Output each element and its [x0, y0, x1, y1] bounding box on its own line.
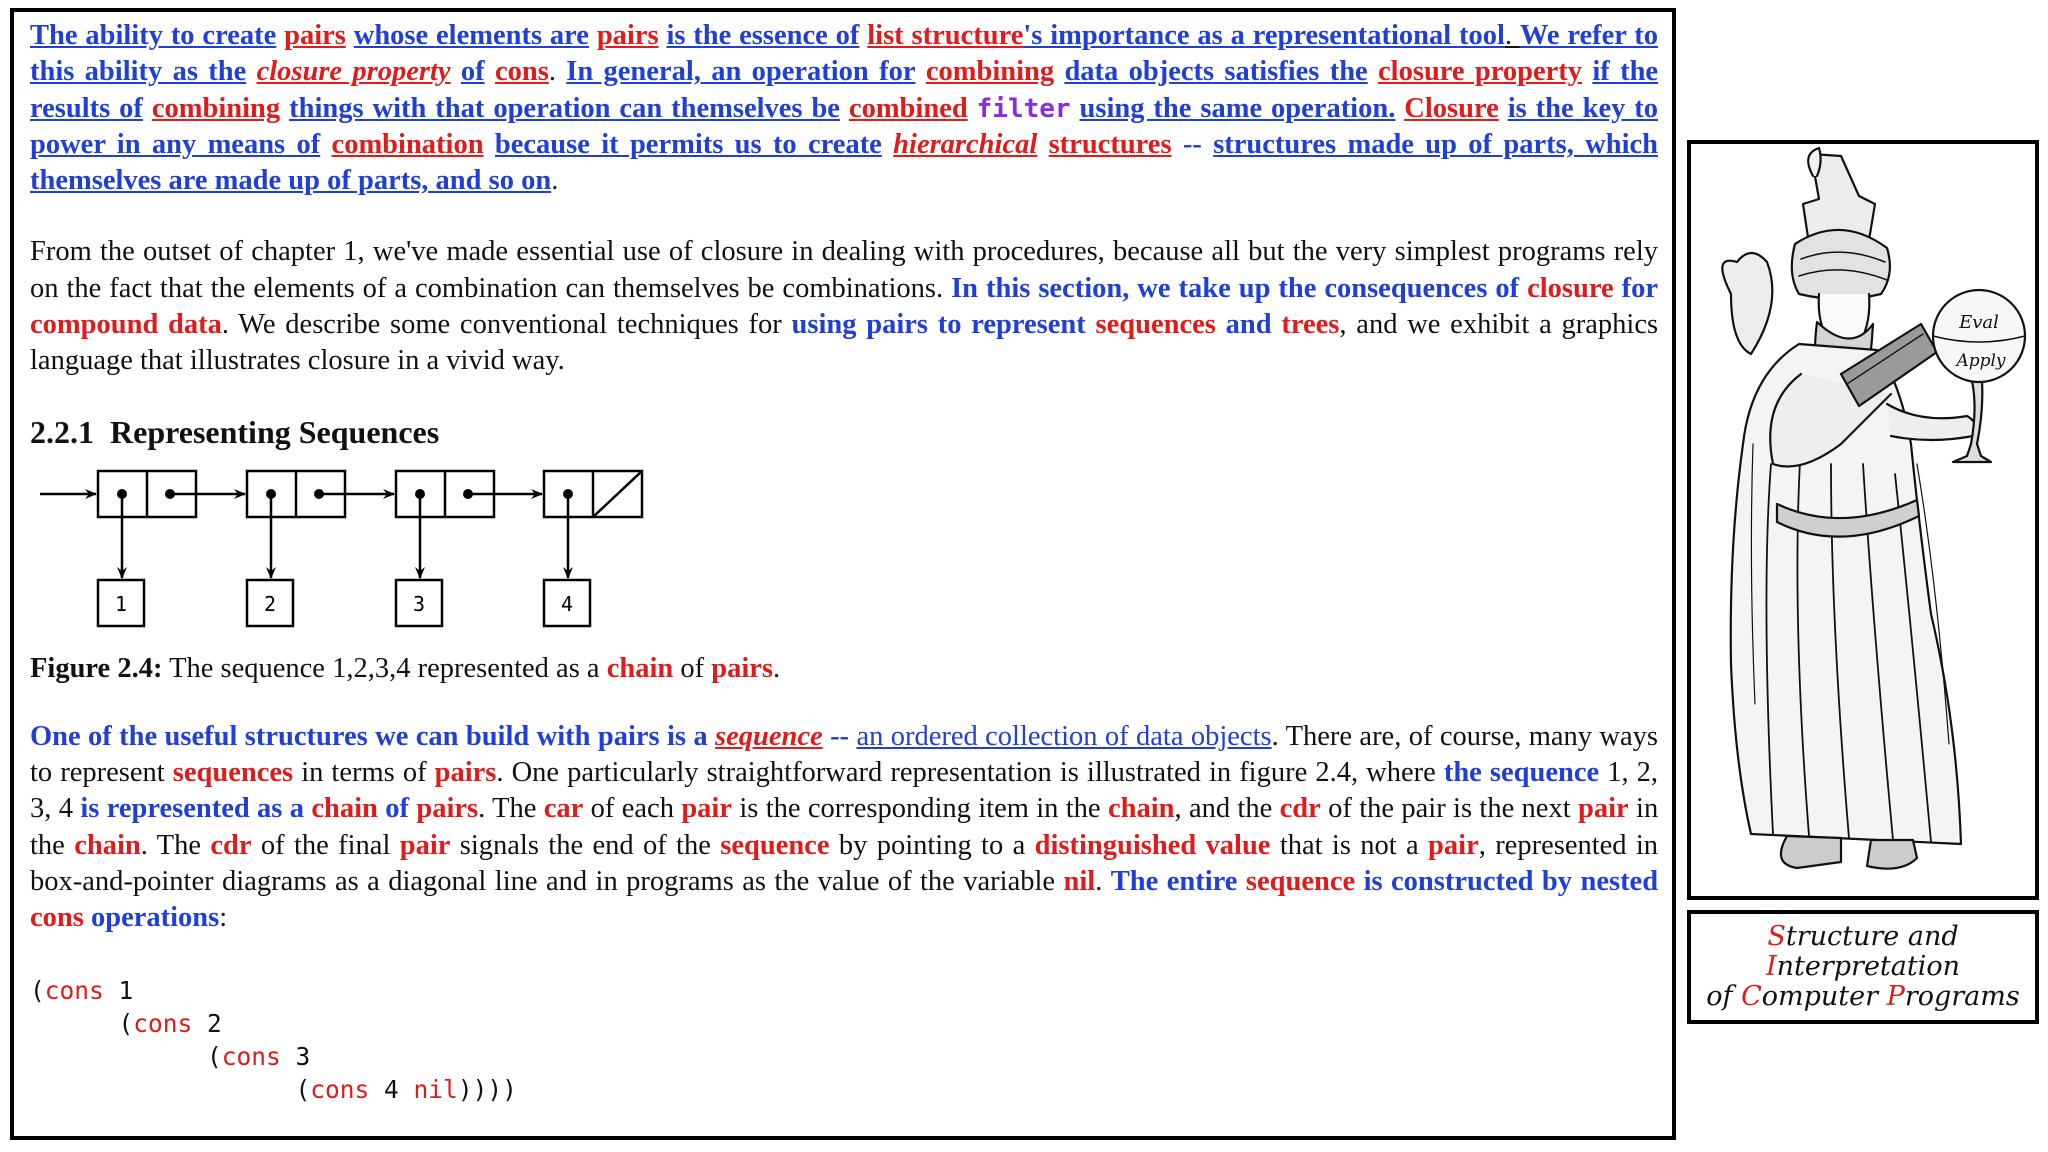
- text-span: is represented as a: [80, 793, 304, 825]
- text-span: of each: [590, 793, 674, 825]
- text-span: .: [1504, 20, 1520, 51]
- text-span: structures made up of parts, which themselves are made up of parts, and so on: [30, 128, 1659, 197]
- text-span: car: [543, 793, 584, 825]
- pair-cell-1: [98, 471, 245, 626]
- text-span: sequence: [715, 720, 823, 752]
- text-span: In general, an operation for: [566, 56, 916, 88]
- text-span: the sequence: [1443, 756, 1600, 788]
- text-span: 's importance as a representational tool: [1023, 20, 1505, 51]
- title-initial: C: [1741, 981, 1762, 1012]
- box-pointer-diagram: [30, 461, 670, 641]
- code-line: [30, 1040, 1658, 1073]
- text-span: cdr: [1279, 793, 1321, 825]
- text-span: , and we exhibit a graphics language that illustrates closure in a vivid way.: [30, 309, 1659, 377]
- text-span: for: [1621, 272, 1659, 304]
- text-span: is the corresponding item in the: [739, 793, 1101, 825]
- pair-cell-4: [544, 471, 642, 626]
- text-span: sequence: [720, 829, 830, 861]
- text-span: things with that operation can themselves be: [289, 92, 840, 124]
- text-span: cons: [494, 56, 549, 88]
- text-span: because it permits us to create: [494, 128, 882, 160]
- text-span: From the outset of chapter 1, we've made essential use of closure in dealing with procedures, because all but the very simplest programs rely on the fact that the elements of a combination can themselves be combinations.: [30, 236, 1658, 304]
- text-span: closure property: [1378, 56, 1583, 88]
- text-span: chain: [74, 829, 141, 861]
- text-span: using pairs to represent: [791, 309, 1086, 341]
- text-span: by pointing to a: [838, 829, 1026, 861]
- code-keyword: nil: [413, 1075, 458, 1105]
- text-span: using the same operation.: [1079, 92, 1396, 124]
- code-token: 4: [369, 1075, 414, 1105]
- text-span: structures: [1048, 128, 1172, 160]
- item-label-3: 3: [412, 591, 426, 616]
- text-span: of the pair is the next: [1328, 793, 1571, 825]
- text-span: .: [548, 56, 556, 88]
- text-span: , represented in box-and-pointer diagrams as a diagonal line and in programs as the value of the variable: [30, 829, 1659, 897]
- book-title-line: [1691, 952, 2035, 982]
- text-span: of the final: [260, 829, 391, 861]
- text-span: .: [551, 165, 559, 197]
- text-span: compound data: [30, 309, 222, 341]
- item-label-4: 4: [560, 591, 574, 616]
- text-span: sequences: [172, 756, 294, 788]
- title-text: omputer: [1761, 981, 1887, 1012]
- book-title-box: [1687, 910, 2039, 1024]
- text-span: is the key to power in any means of: [30, 92, 1659, 160]
- title-text: rograms: [1904, 981, 2020, 1012]
- text-span: combination: [331, 128, 484, 160]
- text-span: of: [680, 652, 705, 684]
- text-span: combining: [925, 56, 1055, 88]
- text-span: The sequence 1,2,3,4 represented as a: [169, 652, 600, 684]
- text-span: and: [1225, 309, 1272, 341]
- text-span: pair: [399, 829, 451, 861]
- text-span: --: [1182, 128, 1202, 160]
- code-line: [30, 974, 1658, 1007]
- code-token: )))): [457, 1075, 517, 1105]
- text-span: 1, 2, 3, 4: [30, 756, 1659, 825]
- section-heading: [30, 414, 1658, 451]
- text-span: The entire: [1110, 865, 1238, 897]
- book-title-line: [1691, 922, 2035, 952]
- text-span: operations: [90, 902, 220, 934]
- code-token: 3: [280, 1042, 311, 1072]
- title-initial: I: [1765, 951, 1777, 982]
- text-span: cons: [30, 902, 84, 934]
- text-span: hierarchical: [893, 128, 1038, 160]
- paragraph-sequence: [30, 719, 1658, 937]
- title-text: tructure and: [1785, 921, 1959, 952]
- text-span: pairs: [284, 20, 346, 51]
- code-token: (: [30, 1075, 311, 1105]
- item-label-1: 1: [114, 591, 128, 616]
- text-span: if the results of: [30, 56, 1659, 124]
- text-span: nil: [1063, 865, 1096, 897]
- text-span: pair: [1578, 793, 1629, 825]
- text-span: combined: [848, 92, 968, 124]
- text-span: .: [1095, 865, 1103, 897]
- code-token: (: [30, 1009, 134, 1039]
- pair-cell-3: [396, 471, 542, 626]
- code-token: 1: [103, 976, 134, 1006]
- text-span: . The: [140, 829, 201, 861]
- text-span: trees: [1281, 309, 1340, 341]
- text-span: distinguished value: [1034, 829, 1271, 861]
- text-span: chain: [606, 652, 674, 684]
- content-area: [30, 18, 1658, 1106]
- text-span: The ability to create: [30, 20, 277, 51]
- section-title: Representing Sequences: [110, 413, 440, 450]
- text-span: closure: [1527, 272, 1614, 304]
- code-token: 2: [192, 1009, 222, 1039]
- text-span: pairs: [416, 793, 479, 825]
- text-span: in the: [30, 793, 1659, 861]
- text-span: pairs: [596, 20, 659, 51]
- wizard-illustration-panel: [1687, 140, 2039, 900]
- title-initial: P: [1886, 981, 1905, 1012]
- code-keyword: cons: [44, 976, 104, 1006]
- text-span: . One particularly straightforward representation is illustrated in figure 2.4, where: [496, 756, 1436, 788]
- wizard-illustration: [1691, 144, 2035, 896]
- text-span: cdr: [210, 829, 252, 861]
- title-text: nterpretation: [1776, 951, 1961, 982]
- text-span: closure property: [256, 56, 451, 88]
- text-span: that is not a: [1279, 829, 1419, 861]
- paragraph-closure-intro: [30, 18, 1658, 199]
- text-span: data objects satisfies the: [1064, 56, 1368, 88]
- text-span: list structure: [867, 20, 1024, 51]
- text-span: of: [385, 793, 409, 825]
- pair-cell-2: [247, 471, 394, 626]
- code-block: [30, 974, 1658, 1106]
- code-line: [30, 1007, 1658, 1040]
- book-title-line: [1691, 982, 2035, 1012]
- section-number: 2.2.1: [30, 413, 94, 450]
- paragraph-chapter-outset: [30, 234, 1658, 379]
- text-span: pairs: [711, 652, 773, 684]
- main-panel: [10, 8, 1676, 1140]
- text-span: whose elements are: [353, 20, 589, 51]
- text-span: pairs: [434, 756, 497, 788]
- text-span: , and the: [1174, 793, 1273, 825]
- text-span: .: [772, 652, 781, 684]
- code-token: (: [30, 976, 45, 1006]
- text-span: is constructed by nested: [1363, 865, 1659, 897]
- text-span: . The: [478, 793, 537, 825]
- text-span: sequences: [1095, 309, 1216, 341]
- caption-label: Figure 2.4:: [30, 652, 163, 684]
- code-keyword: cons: [310, 1075, 370, 1105]
- text-span: In this section, we take up the consequences of: [951, 272, 1520, 304]
- code-token: (: [30, 1042, 222, 1072]
- code-keyword: cons: [133, 1009, 193, 1039]
- text-span: filter: [976, 93, 1071, 124]
- text-span: :: [219, 902, 228, 934]
- text-span: in terms of: [301, 756, 427, 788]
- text-span: chain: [1107, 793, 1175, 825]
- globe-apply-label: Apply: [1956, 351, 2006, 371]
- code-keyword: cons: [221, 1042, 281, 1072]
- text-span: . We describe some conventional techniques for: [221, 309, 782, 341]
- globe-eval-label: Eval: [1959, 312, 1999, 333]
- text-span: combining: [151, 92, 281, 124]
- text-span: sequence: [1245, 865, 1356, 897]
- text-span: is the essence of: [666, 20, 860, 51]
- text-span: pair: [681, 793, 732, 825]
- title-text: of: [1706, 981, 1742, 1012]
- code-line: [30, 1073, 1658, 1106]
- text-span: Closure: [1404, 92, 1499, 124]
- item-label-2: 2: [263, 591, 277, 616]
- text-span: . There are, of course, many ways to represent: [30, 720, 1659, 788]
- title-initial: S: [1767, 921, 1786, 952]
- text-span: We refer to this ability as the: [30, 20, 1658, 88]
- nil-diagonal: [593, 471, 642, 517]
- text-span: of: [460, 56, 485, 88]
- figure-caption: [30, 653, 1658, 685]
- text-span: One of the useful structures we can build with pairs is a: [30, 720, 708, 752]
- text-span: pair: [1428, 829, 1479, 861]
- text-span: chain: [311, 793, 378, 825]
- text-span: signals the end of the: [459, 829, 711, 861]
- text-span: --: [830, 720, 850, 752]
- text-span: an ordered collection of data objects: [856, 720, 1272, 752]
